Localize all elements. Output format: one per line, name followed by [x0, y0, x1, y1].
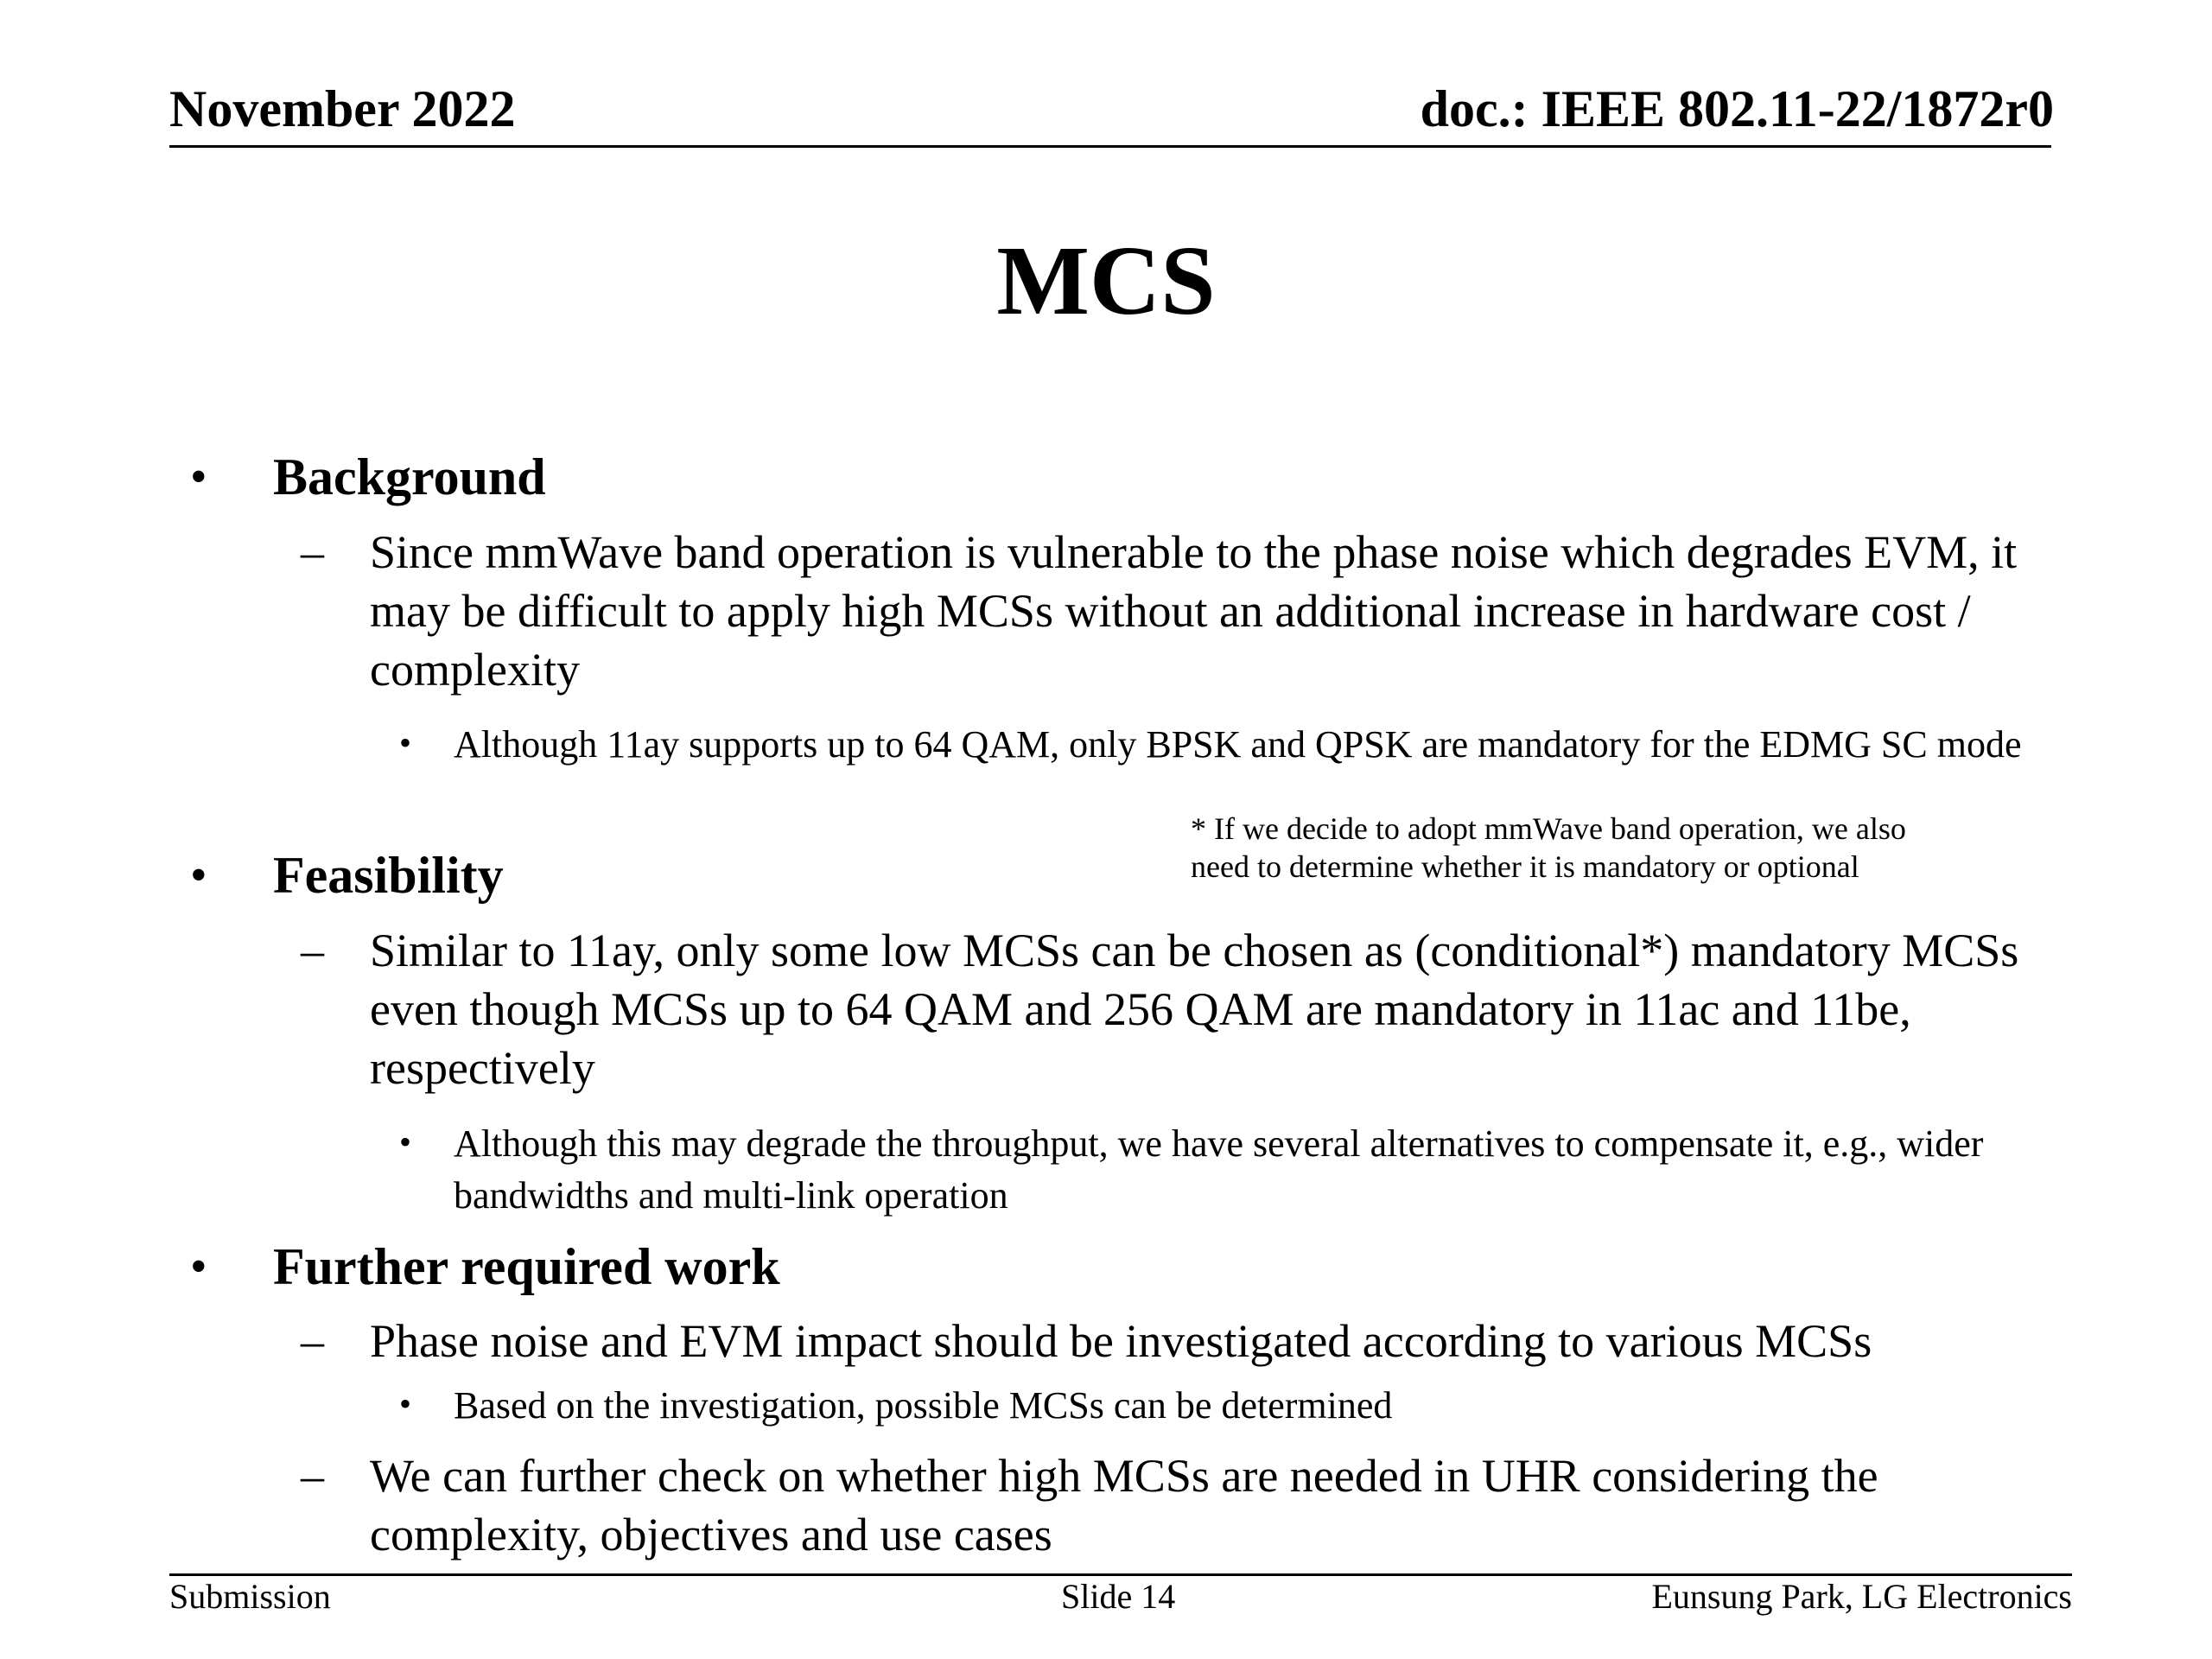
footnote: * If we decide to adopt mmWave band operation, we also need to determine whether it is mandatory or optional [1191, 811, 1906, 884]
section-heading: Further required work [273, 1238, 780, 1295]
bullet-marker: • [190, 849, 207, 902]
header-divider [169, 145, 2051, 148]
bullet-text: We can further check on whether high MCSs are needed in UHR considering the complexity, objectives and use cases [370, 1450, 1878, 1560]
sub-bullet-text: Based on the investigation, possible MCSs can be determined [454, 1384, 1393, 1427]
bullet-marker: • [190, 1240, 207, 1294]
footer-submission: Submission [169, 1577, 331, 1616]
footer-slide-number: Slide 14 [1061, 1577, 1176, 1616]
bullet-text: Phase noise and EVM impact should be investigated according to various MCSs [370, 1315, 1872, 1367]
bullet-text: Since mmWave band operation is vulnerable to the phase noise which degrades EVM, it may be difficult to apply high MCSs without an additional increase in hardware cost / complexity [370, 526, 2018, 696]
sub-bullet-marker: • [399, 1384, 412, 1423]
section-heading: Background [273, 448, 546, 505]
sub-bullet-marker: • [399, 1122, 412, 1161]
footer-divider [169, 1573, 2072, 1576]
sub-bullet-text: Although this may degrade the throughput, we have several alternatives to compensate it, e.g., wider bandwidths and multi-link operation [454, 1122, 1984, 1217]
section-heading: Feasibility [273, 847, 504, 904]
dash-marker: – [301, 925, 324, 976]
footer-author: Eunsung Park, LG Electronics [1651, 1577, 2072, 1616]
bullet-text: Similar to 11ay, only some low MCSs can be chosen as (conditional*) mandatory MCSs even though MCSs up to 64 QAM and 256 QAM are mandatory in 11ac and 11be, respectively [370, 925, 2019, 1094]
dash-marker: – [301, 1450, 324, 1502]
dash-marker: – [301, 526, 324, 578]
slide-title: MCS [996, 226, 1216, 335]
bullet-marker: • [190, 450, 207, 504]
sub-bullet-marker: • [399, 723, 412, 762]
dash-marker: – [301, 1315, 324, 1367]
sub-bullet-text: Although 11ay supports up to 64 QAM, only BPSK and QPSK are mandatory for the EDMG SC mode [454, 723, 2022, 766]
header-doc-id: doc.: IEEE 802.11-22/1872r0 [1420, 80, 2054, 137]
header-date: November 2022 [169, 80, 516, 137]
